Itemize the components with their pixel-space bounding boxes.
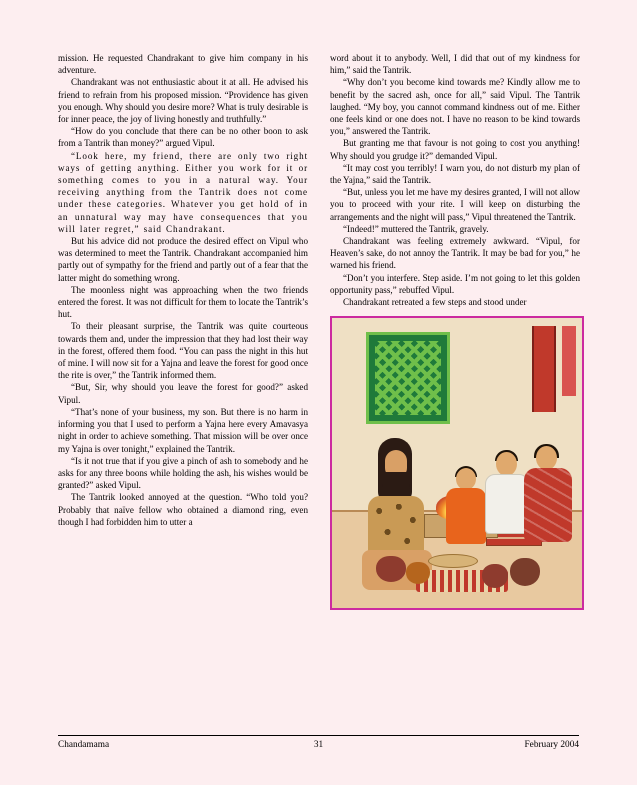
tiger-skin-pattern-icon (368, 496, 424, 556)
head-icon (496, 452, 517, 476)
left-column (58, 52, 308, 610)
footer-magazine-name: Chandamama (58, 740, 110, 750)
paragraph: mission. He requested Chandrakant to give him company in his adventure. (58, 53, 308, 76)
page-footer (58, 735, 579, 750)
curtain-secondary-icon (562, 326, 576, 396)
paragraph: “Is it not true that if you give a pinch of ash to somebody and he asks for any three boons while holding the ash, his wishes would be granted?” asked Vipul. (58, 455, 308, 491)
head-icon (536, 446, 557, 470)
footer-issue-date: February 2004 (524, 740, 579, 750)
paragraph: Chandrakant was feeling extremely awkward. “Vipul, for Heaven’s sake, do not annoy the Tantrik. It may be bad for you,” he warned his friend. (330, 236, 580, 271)
robe-icon (446, 488, 486, 544)
paragraph: “Don’t you interfere. Step aside. I’m not going to let this golden opportunity pass,” rebuffed Vipul. (330, 272, 580, 295)
paragraph: The moonless night was approaching when the two friends entered the forest. It was not difficult for them to locate the Tantrik’s hut. (58, 284, 308, 320)
article-body (58, 52, 580, 722)
head-icon (456, 468, 476, 490)
paragraph: “How do you conclude that there can be no other boon to ask from a Tantrik than money?” argued Vipul. (58, 126, 308, 149)
wall-hanging-icon (366, 332, 450, 424)
story-illustration (330, 316, 584, 610)
paragraph: “But, Sir, why should you leave the forest for good?” asked Vipul. (58, 382, 308, 405)
two-column-layout (58, 52, 580, 610)
sari-pattern-icon (524, 468, 572, 542)
paragraph: “It may cost you terribly! I warn you, do not disturb my plan of the Yajna,” said the Tantrik. (330, 162, 580, 186)
paragraph: To their pleasant surprise, the Tantrik was quite courteous towards them and, under the impression that they had lost their way in the forest, offered them food. “You can pass the night in this hut of mine. I will now sit for a Yajna and leave the forest for good once the rite is over,” the Tantrik informed them. (58, 321, 308, 381)
paragraph: But granting me that favour is not going to cost you anything! Why should you grudge it?” demanded Vipul. (330, 138, 580, 161)
paragraph: “Look here, my friend, there are only two right ways of getting anything. Either you work for it or something comes to you in a natural way. Your receiving anything from the Tantrik does not come under these categories. Whatever you get hold of in an unnatural way may have consequences that you will later regret,” said Chandrakant. (58, 150, 308, 234)
right-column (330, 52, 580, 610)
paragraph: Chandrakant retreated a few steps and stood under (343, 297, 527, 308)
paragraph: Chandrakant was not enthusiastic about it at all. He advised his friend to refrain from his proposed mission. “Providence has given you enough. Why should you desire more? What is truly desirable is for inner peace, the joy of living honestly and truthfully.” (58, 77, 308, 125)
figure-woman (522, 444, 574, 562)
paragraph: “That’s none of your business, my son. But there is no harm in informing you that I used to perform a Yajna here every Amavasya night in order to achieve something. That mission will be over once my Yajna is over tonight,” explained the Tantrik. (58, 406, 308, 454)
curtain-icon (532, 326, 556, 412)
footer-page-number: 31 (313, 740, 324, 750)
paragraph: “But, unless you let me have my desires granted, I will not allow you to proceed with your rite. I will keep on disturbing the arrangements and the night will pass,” Vipul threatened the Tantrik. (330, 187, 580, 222)
paragraph: “Why don’t you become kind towards me? Kindly allow me to benefit by the sacred ash, once for all,” said Vipul. The Tantrik laughed. “My boy, you cannot command kindness out of me. Either one feels kind or one does not. I have no reason to be kind towards you,” answered the Tantrik. (330, 77, 580, 137)
paragraph: word about it to anybody. Well, I did that out of my kindness for him,” said the Tantrik. (330, 53, 580, 76)
paragraph: But his advice did not produce the desired effect on Vipul who was determined to meet the Tantrik. Chandrakant accompanied him partly out of sympathy for the friend and partly out of a fear that the latter might do something wrong. (58, 236, 308, 283)
paragraph: The Tantrik looked annoyed at the question. “Who told you? Probably that naïve fellow who obtained a diamond ring, even though I had forbidden him to utter a (58, 492, 308, 527)
paragraph: “Indeed!” muttered the Tantrik, gravely. (343, 223, 489, 234)
